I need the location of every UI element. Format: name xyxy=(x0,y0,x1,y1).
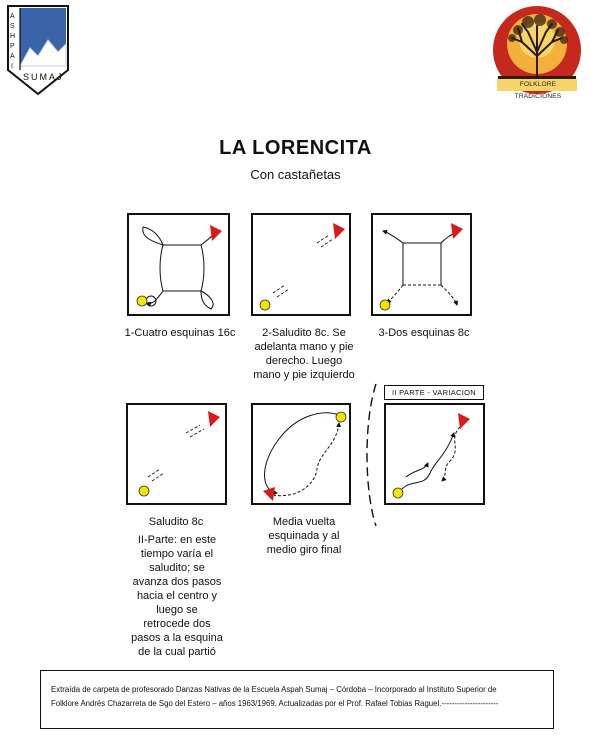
note-line: saludito; se xyxy=(149,562,205,574)
man-marker-icon xyxy=(208,411,220,427)
logo-left-letter: I xyxy=(11,63,13,70)
source-footer xyxy=(40,670,554,729)
logo-ashpai-sumaj xyxy=(6,4,70,96)
figure-3-caption: 3-Dos esquinas 8c xyxy=(378,327,470,339)
figure-3-dos-esquinas xyxy=(371,213,472,316)
figure-1-caption: 1-Cuatro esquinas 16c xyxy=(124,327,236,339)
logo-left-letter: A xyxy=(10,13,15,20)
man-marker-icon xyxy=(451,223,463,239)
logo-right-caption: FOLKLORE TRADICIONES xyxy=(514,81,562,100)
caption-line: esquinada y al xyxy=(268,530,340,542)
man-marker-icon xyxy=(458,413,470,429)
logo-left-letter: H xyxy=(10,33,16,40)
figure-2-saludito xyxy=(251,213,351,316)
figure-4-caption: Saludito 8c xyxy=(148,516,204,528)
page-subtitle: Con castañetas xyxy=(250,167,341,182)
caption-line: Media vuelta xyxy=(272,516,336,528)
footer-line-2: Folklore Andrés Chazarreta de Sgo del Estero – años 1963/1969. Actualizadas por el Prof. Rafael Tobias Raguel.---------------------- xyxy=(51,699,499,708)
logo-left-letter: S xyxy=(10,23,15,30)
note-line: hacia el centro y xyxy=(136,590,218,602)
lady-marker-icon xyxy=(336,412,346,422)
lady-marker-icon xyxy=(380,300,390,310)
man-marker-icon xyxy=(333,223,345,239)
lady-marker-icon xyxy=(393,488,403,498)
figure-5-caption xyxy=(248,515,360,557)
caption-line: medio giro final xyxy=(266,544,342,556)
note-line: avanza dos pasos xyxy=(132,576,222,588)
figure-4-saludito xyxy=(126,403,227,505)
caption-line: mano y pie izquierdo xyxy=(253,369,355,381)
caption-line: derecho. Luego xyxy=(265,355,343,367)
variation-label: II PARTE - VARIACION xyxy=(384,385,484,400)
figure-2-caption xyxy=(248,326,360,382)
figure-5-media-vuelta xyxy=(251,403,351,505)
logo-left-letter: P xyxy=(10,43,15,50)
note-line: de la cual partió xyxy=(138,646,216,658)
figure-6-variacion xyxy=(384,403,485,505)
note-line: II-Parte: en este xyxy=(137,534,217,546)
lady-marker-icon xyxy=(137,296,147,306)
caption-line: adelanta mano y pie xyxy=(254,341,354,353)
caption-line: 2-Saludito 8c. Se xyxy=(262,327,346,339)
variation-divider xyxy=(362,380,380,530)
logo-left-letter: A xyxy=(10,53,15,60)
page-title: LA LORENCITA xyxy=(219,137,372,159)
note-line: tiempo varía el xyxy=(140,548,214,560)
variation-note xyxy=(116,533,238,659)
man-marker-icon xyxy=(263,487,275,501)
note-line: retrocede dos xyxy=(143,618,211,630)
note-line: luego se xyxy=(156,604,198,616)
logo-left-bottom-text: SUMAJ xyxy=(23,72,64,82)
footer-line-1: Extraída de carpeta de profesorado Danzas Nativas de la Escuela Aspah Sumaj – Córdoba – Incorporado al Instituto Superior de xyxy=(51,685,497,694)
lady-marker-icon xyxy=(260,300,270,310)
note-line: pasos a la esquina xyxy=(131,632,223,644)
man-marker-icon xyxy=(210,225,222,241)
figure-1-cuatro-esquinas xyxy=(127,213,230,316)
lady-marker-icon xyxy=(139,486,149,496)
